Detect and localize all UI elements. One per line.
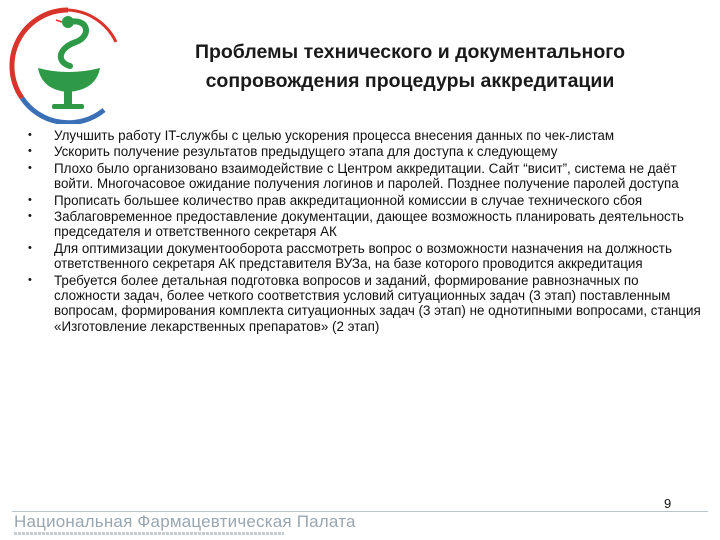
bullet-dot-icon: •: [28, 210, 32, 223]
bullet-dot-icon: •: [28, 129, 32, 141]
bullet-item: [26, 241, 706, 272]
bullet-item: [26, 193, 706, 208]
bullet-item: [26, 144, 706, 159]
bullet-dot-icon: •: [28, 273, 32, 286]
title-line-1: Проблемы технического и документального: [194, 41, 626, 63]
bullet-dot-icon: •: [28, 193, 32, 206]
bullet-item: [26, 128, 706, 143]
page-number: 9: [664, 496, 672, 511]
bullet-text: Для оптимизации документооборота рассмотреть вопрос о возможности назначения на должность ответственного секретаря АК представителя ВУЗа, на базе которого проводится аккредитация: [54, 240, 672, 272]
title-line-2: сопровождения процедуры аккредитации: [205, 70, 615, 92]
bullet-dot-icon: •: [28, 241, 32, 254]
bullet-item: [26, 273, 706, 335]
bullet-text: Улучшить работу IT-службы с целью ускорения процесса внесения данных по чек-листам: [54, 128, 615, 143]
bullet-text: Требуется более детальная подготовка вопросов и заданий, формирование равнозначных по сложности задач, более четкого соответствия условий ситуационных задач (3 этап) поставленным вопросам, формирования комплекта ситуационных задач (3 этап) не однотипными вопросами, станция «Изготовление лекарственных препаратов» (2 этап): [54, 272, 701, 334]
bullet-list: [26, 128, 706, 335]
bullet-item: [26, 209, 706, 240]
bullet-text: Плохо было организовано взаимодействие с Центром аккредитации. Сайт “висит”, система не даёт войти. Многочасовое ожидание получения логинов и паролей. Позднее получение паролей доступа: [54, 160, 679, 192]
pharmacy-logo-icon: [8, 6, 128, 124]
footer-brand: Национальная Фармацевтическая Палата: [14, 512, 356, 531]
bullet-dot-icon: •: [28, 145, 32, 158]
bullet-text: Ускорить получение результатов предыдущего этапа для доступа к следующему: [54, 144, 558, 160]
bullet-text: Прописать большее количество прав аккредитационной комиссии в случае технического сбоя: [54, 192, 643, 208]
bullet-text: Заблаговременное предоставление документации, дающее возможность планировать деятельность председателя и ответственного секретаря АК: [54, 209, 684, 240]
bullet-dot-icon: •: [28, 161, 32, 174]
footer-tagline-stripe: [14, 532, 284, 535]
bullet-item: [26, 161, 706, 192]
slide-title: [130, 38, 690, 96]
